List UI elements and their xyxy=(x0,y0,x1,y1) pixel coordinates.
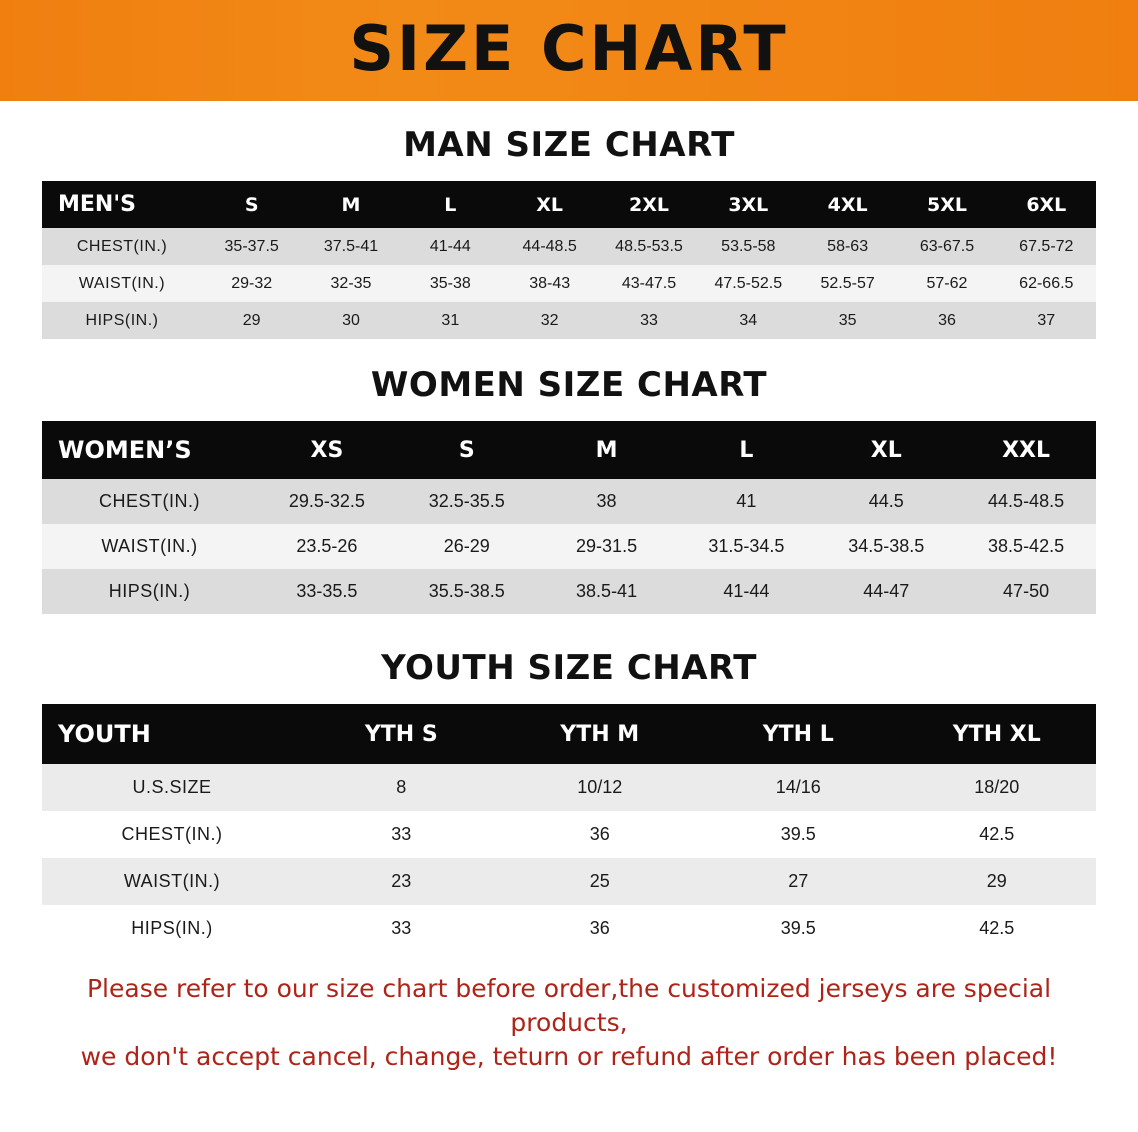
row-label: CHEST(IN.) xyxy=(42,228,202,265)
table-cell: 34.5-38.5 xyxy=(816,524,956,569)
table-cell: 41-44 xyxy=(401,228,500,265)
column-header: XL xyxy=(816,421,956,479)
row-label: WAIST(IN.) xyxy=(42,265,202,302)
row-label: HIPS(IN.) xyxy=(42,569,257,614)
table-cell: 38 xyxy=(537,479,677,524)
table-cell: 33-35.5 xyxy=(257,569,397,614)
women-table-wrap xyxy=(0,421,1138,614)
column-header: 5XL xyxy=(897,181,996,228)
column-header: M xyxy=(301,181,400,228)
table-cell: 39.5 xyxy=(699,905,898,952)
women-section-heading: WOMEN SIZE CHART xyxy=(370,365,768,405)
table-row xyxy=(42,265,1096,302)
table-cell: 10/12 xyxy=(501,764,700,811)
table-cell: 36 xyxy=(501,811,700,858)
table-row xyxy=(42,764,1096,811)
table-cell: 38.5-41 xyxy=(537,569,677,614)
table-row xyxy=(42,905,1096,952)
table-row xyxy=(42,811,1096,858)
row-label: U.S.SIZE xyxy=(42,764,302,811)
page-title: SIZE CHART xyxy=(349,11,789,85)
policy-note xyxy=(36,972,1102,1073)
table-cell: 43-47.5 xyxy=(599,265,698,302)
table-row xyxy=(42,858,1096,905)
youth-size-table xyxy=(42,704,1096,952)
table-cell: 32-35 xyxy=(301,265,400,302)
column-header: 3XL xyxy=(699,181,798,228)
table-cell: 53.5-58 xyxy=(699,228,798,265)
table-cell: 27 xyxy=(699,858,898,905)
table-cell: 41-44 xyxy=(676,569,816,614)
table-cell: 29 xyxy=(202,302,301,339)
table-cell: 26-29 xyxy=(397,524,537,569)
column-header: L xyxy=(401,181,500,228)
table-row xyxy=(42,524,1096,569)
table-cell: 31.5-34.5 xyxy=(676,524,816,569)
table-row xyxy=(42,569,1096,614)
table-cell: 42.5 xyxy=(898,811,1097,858)
men-corner-label: MEN'S xyxy=(42,181,202,228)
table-cell: 62-66.5 xyxy=(997,265,1096,302)
table-cell: 35.5-38.5 xyxy=(397,569,537,614)
row-label: WAIST(IN.) xyxy=(42,858,302,905)
table-cell: 32 xyxy=(500,302,599,339)
table-cell: 31 xyxy=(401,302,500,339)
policy-note-line-1: Please refer to our size chart before order,the customized jerseys are special products, xyxy=(86,974,1052,1037)
table-cell: 67.5-72 xyxy=(997,228,1096,265)
table-cell: 38-43 xyxy=(500,265,599,302)
youth-corner-label: YOUTH xyxy=(42,704,302,764)
column-header: YTH M xyxy=(501,704,700,764)
column-header: 6XL xyxy=(997,181,1096,228)
table-cell: 29.5-32.5 xyxy=(257,479,397,524)
table-cell: 29-32 xyxy=(202,265,301,302)
row-label: WAIST(IN.) xyxy=(42,524,257,569)
column-header: XXL xyxy=(956,421,1096,479)
column-header: YTH L xyxy=(699,704,898,764)
table-cell: 41 xyxy=(676,479,816,524)
table-header-row xyxy=(42,704,1096,764)
column-header: XL xyxy=(500,181,599,228)
table-cell: 42.5 xyxy=(898,905,1097,952)
women-corner-label: WOMEN’S xyxy=(42,421,257,479)
table-cell: 29-31.5 xyxy=(537,524,677,569)
table-cell: 38.5-42.5 xyxy=(956,524,1096,569)
row-label: CHEST(IN.) xyxy=(42,479,257,524)
table-cell: 33 xyxy=(302,811,501,858)
table-cell: 44-47 xyxy=(816,569,956,614)
column-header: XS xyxy=(257,421,397,479)
women-size-table xyxy=(42,421,1096,614)
table-cell: 39.5 xyxy=(699,811,898,858)
table-header-row xyxy=(42,181,1096,228)
table-cell: 44.5-48.5 xyxy=(956,479,1096,524)
policy-note-line-2: we don't accept cancel, change, teturn or refund after order has been placed! xyxy=(80,1041,1058,1071)
column-header: S xyxy=(202,181,301,228)
column-header: YTH S xyxy=(302,704,501,764)
table-cell: 18/20 xyxy=(898,764,1097,811)
row-label: CHEST(IN.) xyxy=(42,811,302,858)
man-size-table xyxy=(42,181,1096,339)
table-cell: 35-37.5 xyxy=(202,228,301,265)
table-cell: 36 xyxy=(897,302,996,339)
table-cell: 32.5-35.5 xyxy=(397,479,537,524)
table-cell: 23 xyxy=(302,858,501,905)
man-section-heading: MAN SIZE CHART xyxy=(403,125,735,165)
table-cell: 37 xyxy=(997,302,1096,339)
column-header: 2XL xyxy=(599,181,698,228)
youth-section-heading: YOUTH SIZE CHART xyxy=(381,648,757,688)
table-cell: 63-67.5 xyxy=(897,228,996,265)
table-cell: 14/16 xyxy=(699,764,898,811)
column-header: L xyxy=(676,421,816,479)
table-row xyxy=(42,479,1096,524)
column-header: M xyxy=(537,421,677,479)
table-header-row xyxy=(42,421,1096,479)
row-label: HIPS(IN.) xyxy=(42,905,302,952)
table-cell: 23.5-26 xyxy=(257,524,397,569)
table-row xyxy=(42,228,1096,265)
row-label: HIPS(IN.) xyxy=(42,302,202,339)
column-header: YTH XL xyxy=(898,704,1097,764)
table-cell: 52.5-57 xyxy=(798,265,897,302)
table-cell: 33 xyxy=(302,905,501,952)
column-header: 4XL xyxy=(798,181,897,228)
man-table-wrap xyxy=(0,181,1138,339)
table-cell: 47.5-52.5 xyxy=(699,265,798,302)
table-cell: 58-63 xyxy=(798,228,897,265)
table-cell: 29 xyxy=(898,858,1097,905)
table-cell: 47-50 xyxy=(956,569,1096,614)
table-cell: 57-62 xyxy=(897,265,996,302)
table-cell: 30 xyxy=(301,302,400,339)
youth-table-wrap xyxy=(0,704,1138,952)
table-row xyxy=(42,302,1096,339)
table-cell: 44-48.5 xyxy=(500,228,599,265)
table-cell: 35 xyxy=(798,302,897,339)
table-cell: 34 xyxy=(699,302,798,339)
table-cell: 48.5-53.5 xyxy=(599,228,698,265)
page-banner xyxy=(0,0,1138,101)
table-cell: 33 xyxy=(599,302,698,339)
table-cell: 36 xyxy=(501,905,700,952)
column-header: S xyxy=(397,421,537,479)
table-cell: 44.5 xyxy=(816,479,956,524)
table-cell: 37.5-41 xyxy=(301,228,400,265)
table-cell: 35-38 xyxy=(401,265,500,302)
table-cell: 25 xyxy=(501,858,700,905)
table-cell: 8 xyxy=(302,764,501,811)
